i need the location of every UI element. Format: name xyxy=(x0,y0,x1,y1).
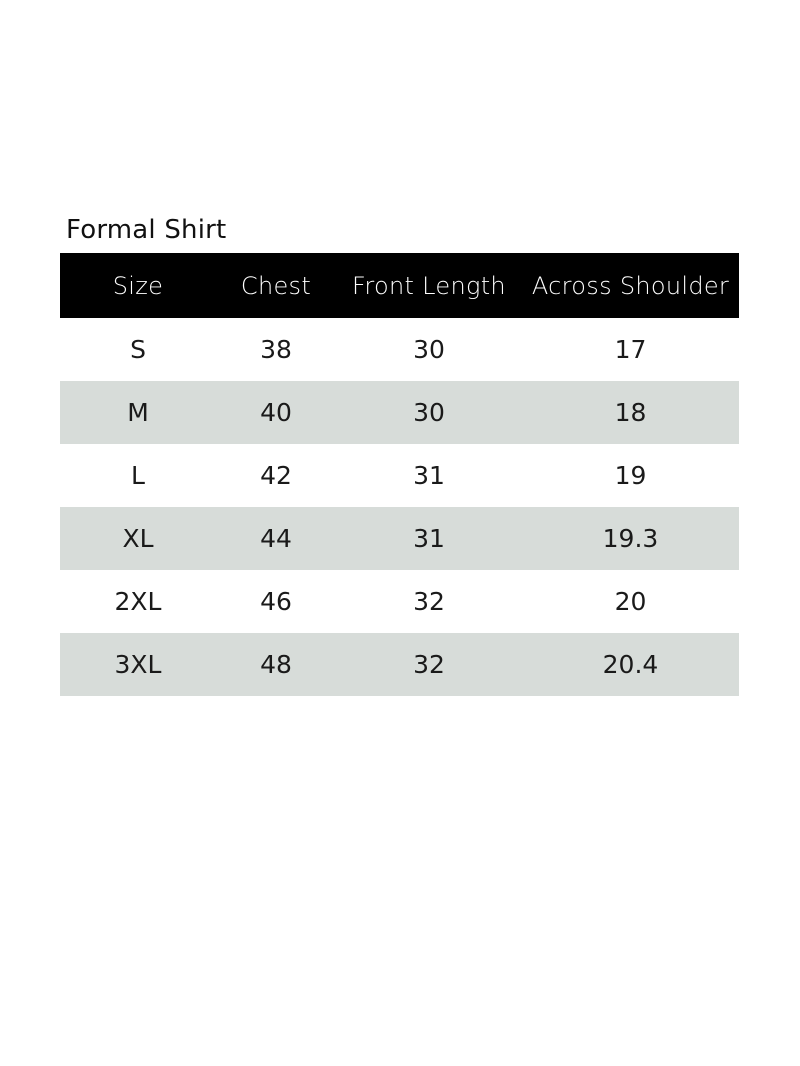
cell-chest: 48 xyxy=(216,633,336,696)
header-front-length: Front Length xyxy=(336,253,522,318)
cell-size: XL xyxy=(60,507,216,570)
cell-across-shoulder: 20.4 xyxy=(522,633,739,696)
cell-front-length: 30 xyxy=(336,381,522,444)
cell-front-length: 31 xyxy=(336,507,522,570)
table-row xyxy=(60,381,739,444)
cell-size: 2XL xyxy=(60,570,216,633)
cell-size: 3XL xyxy=(60,633,216,696)
table-row xyxy=(60,444,739,507)
header-chest: Chest xyxy=(216,253,336,318)
cell-chest: 44 xyxy=(216,507,336,570)
cell-chest: 42 xyxy=(216,444,336,507)
page-title: Formal Shirt xyxy=(66,215,227,245)
cell-across-shoulder: 19.3 xyxy=(522,507,739,570)
header-size: Size xyxy=(60,253,216,318)
cell-size: S xyxy=(60,318,216,381)
cell-size: M xyxy=(60,381,216,444)
cell-across-shoulder: 20 xyxy=(522,570,739,633)
table-row xyxy=(60,318,739,381)
cell-front-length: 30 xyxy=(336,318,522,381)
table-row xyxy=(60,633,739,696)
cell-chest: 38 xyxy=(216,318,336,381)
table-row xyxy=(60,507,739,570)
cell-front-length: 32 xyxy=(336,570,522,633)
cell-size: L xyxy=(60,444,216,507)
cell-front-length: 32 xyxy=(336,633,522,696)
cell-across-shoulder: 17 xyxy=(522,318,739,381)
cell-chest: 40 xyxy=(216,381,336,444)
cell-across-shoulder: 18 xyxy=(522,381,739,444)
cell-front-length: 31 xyxy=(336,444,522,507)
cell-chest: 46 xyxy=(216,570,336,633)
size-chart-table xyxy=(60,253,739,696)
table-row xyxy=(60,570,739,633)
cell-across-shoulder: 19 xyxy=(522,444,739,507)
header-across-shoulder: Across Shoulder xyxy=(522,253,739,318)
table-header-row xyxy=(60,253,739,318)
